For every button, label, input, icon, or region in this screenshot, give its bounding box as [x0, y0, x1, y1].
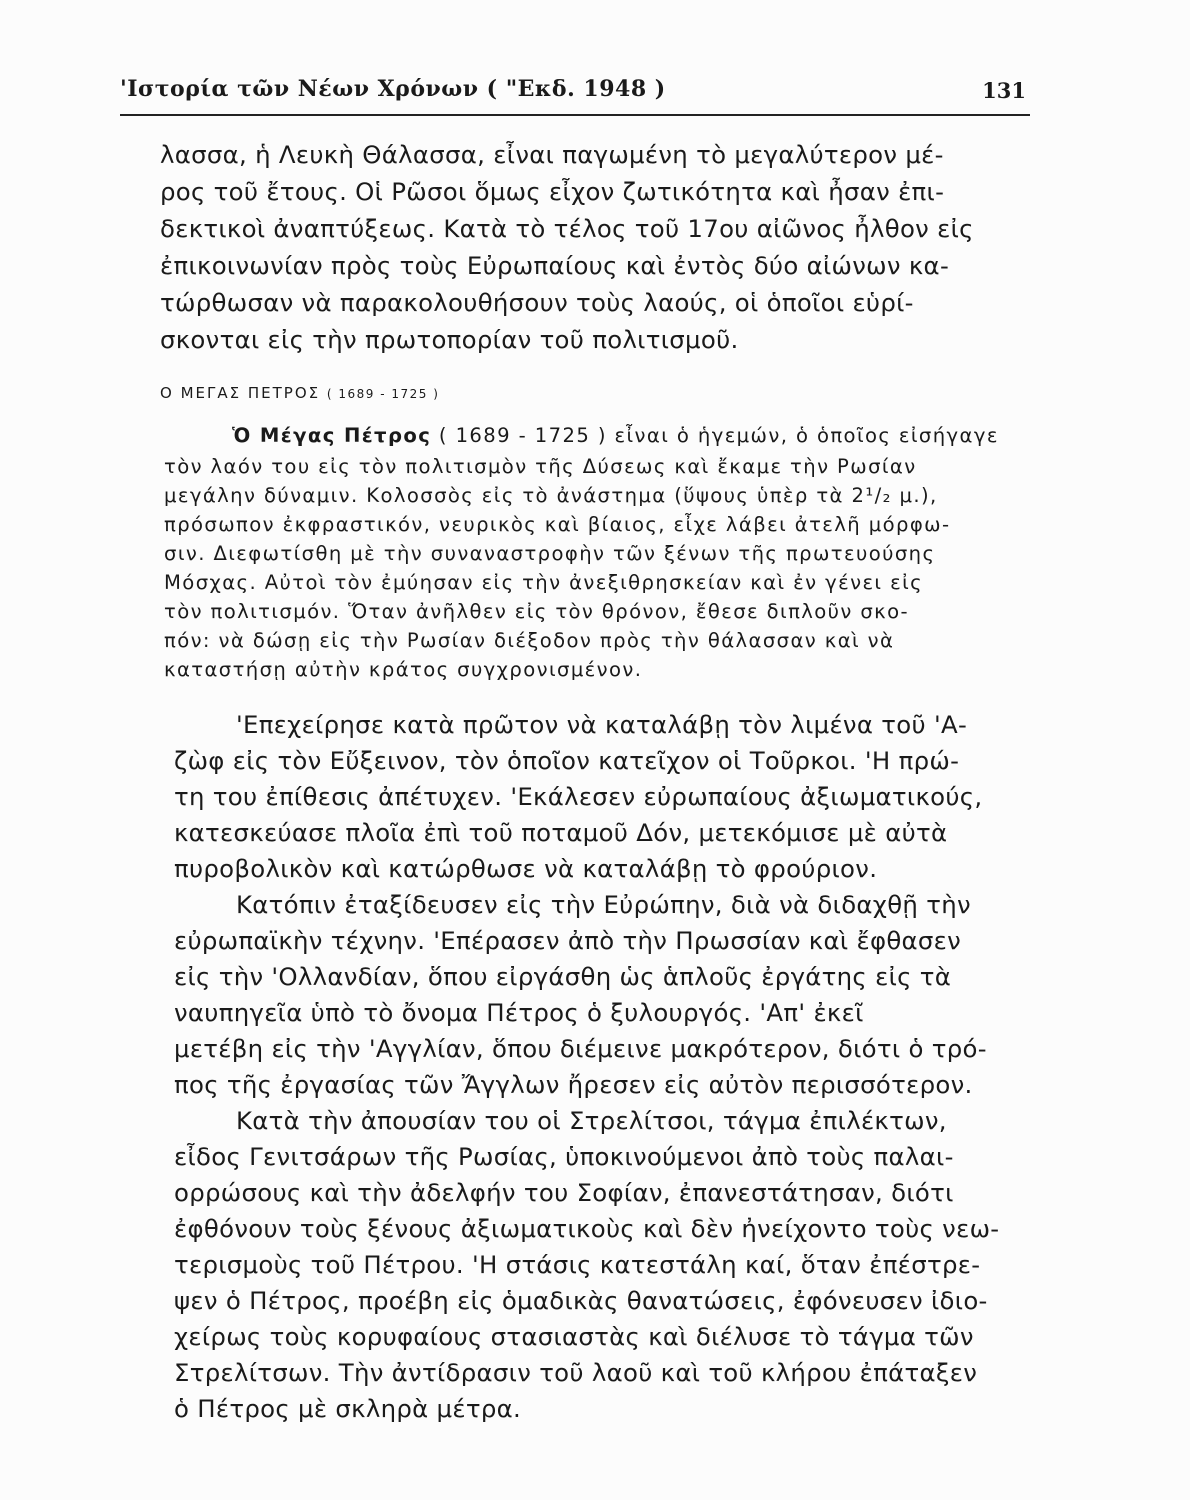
- text-line: λασσα, ἡ Λευκὴ Θάλασσα, εἶναι παγωμένη τὸ μεγαλύτερον μέ-: [160, 140, 944, 169]
- body-line: πος τῆς ἐργασίας τῶν Ἄγγλων ἤρεσεν εἰς αὐτὸν περισσότερον.: [174, 1070, 973, 1099]
- body-line: εἰς τὴν 'Ολλανδίαν, ὅπου εἰργάσθη ὡς ἁπλοῦς ἐργάτης εἰς τὰ: [174, 962, 952, 991]
- body-line: ψεν ὁ Πέτρος, προέβη εἰς ὁμαδικὰς θανατώσεις, ἐφόνευσεν ἰδιο-: [174, 1286, 988, 1315]
- summary-line: τὸν πολιτισμόν. Ὅταν ἀνῆλθεν εἰς τὸν θρόνον, ἔθεσε διπλοῦν σκο-: [164, 600, 909, 623]
- summary-first-rest: ( 1689 - 1725 ) εἶναι ὁ ἡγεμών, ὁ ὁποῖος εἰσήγαγε: [431, 424, 999, 447]
- text-line: ἐπικοινωνίαν πρὸς τοὺς Εὐρωπαίους καὶ ἐντὸς δύο αἰώνων κα-: [160, 251, 950, 280]
- body-line: κατεσκεύασε πλοῖα ἐπὶ τοῦ ποταμοῦ Δόν, μετεκόμισε μὲ αὐτὰ: [174, 818, 948, 847]
- body-line: τη του ἐπίθεσις ἀπέτυχεν. 'Εκάλεσεν εὐρωπαίους ἀξιωματικούς,: [174, 782, 983, 811]
- summary-line: Μόσχας. Αὐτοὶ τὸν ἐμύησαν εἰς τὴν ἀνεξιθρησκείαν καὶ ἐν γένει εἰς: [164, 571, 924, 594]
- text-line: σκονται εἰς τὴν πρωτοπορίαν τοῦ πολιτισμοῦ.: [160, 325, 739, 354]
- header-title: 'Ιστορία τῶν Νέων Χρόνων ( "Εκδ. 1948 ): [120, 76, 666, 102]
- section-heading: [160, 384, 439, 402]
- body-line: ἐφθόνουν τοὺς ξένους ἀξιωματικοὺς καὶ δὲν ἠνείχοντο τοὺς νεω-: [174, 1214, 1000, 1243]
- summary-name: Ὁ Μέγας Πέτρος: [232, 424, 432, 447]
- summary-line: μεγάλην δύναμιν. Κολοσσὸς εἰς τὸ ἀνάστημα (ὕψους ὑπὲρ τὰ 2¹/₂ μ.),: [164, 484, 938, 507]
- body-line: μετέβη εἰς τὴν 'Αγγλίαν, ὅπου διέμεινε μακρότερον, διότι ὁ τρό-: [174, 1034, 987, 1063]
- text-line: τώρθωσαν νὰ παρακολουθήσουν τοὺς λαούς, οἱ ὁποῖοι εὑρί-: [160, 288, 914, 317]
- body-line: Κατὰ τὴν ἀπουσίαν του οἱ Στρελίτσοι, τάγμα ἐπιλέκτων,: [236, 1106, 947, 1135]
- section-heading-title: Ο ΜΕΓΑΣ ΠΕΤΡΟΣ: [160, 384, 321, 402]
- body-line: ζὼφ εἰς τὸν Εὔξεινον, τὸν ὁποῖον κατεῖχον οἱ Τοῦρκοι. 'Η πρώ-: [174, 746, 960, 775]
- summary-line: σιν. Διεφωτίσθη μὲ τὴν συναναστροφὴν τῶν ξένων τῆς πρωτευούσης: [164, 542, 936, 565]
- body-line: Κατόπιν ἐταξίδευσεν εἰς τὴν Εὐρώπην, διὰ νὰ διδαχθῇ τὴν: [236, 890, 971, 919]
- summary-line: πόν: νὰ δώσῃ εἰς τὴν Ρωσίαν διέξοδον πρὸς τὴν θάλασσαν καὶ νὰ: [164, 629, 895, 652]
- section-heading-years: ( 1689 - 1725 ): [326, 387, 440, 401]
- running-header: [120, 74, 1030, 116]
- text-line: ρος τοῦ ἔτους. Οἱ Ρῶσοι ὅμως εἶχον ζωτικότητα καὶ ἦσαν ἐπι-: [160, 177, 945, 206]
- body-line: εἶδος Γενιτσάρων τῆς Ρωσίας, ὑποκινούμενοι ἀπὸ τοὺς παλαι-: [174, 1142, 954, 1171]
- summary-line: καταστήσῃ αὐτὴν κράτος συγχρονισμένον.: [164, 658, 643, 681]
- summary-line: τὸν λαόν του εἰς τὸν πολιτισμὸν τῆς Δύσεως καὶ ἔκαμε τὴν Ρωσίαν: [164, 455, 917, 478]
- body-line: 'Επεχείρησε κατὰ πρῶτον νὰ καταλάβῃ τὸν λιμένα τοῦ 'Α-: [236, 710, 968, 739]
- body-line: εὐρωπαϊκὴν τέχνην. 'Επέρασεν ἀπὸ τὴν Πρωσσίαν καὶ ἔφθασεν: [174, 926, 962, 955]
- body-line: πυροβολικὸν καὶ κατώρθωσε νὰ καταλάβῃ τὸ φρούριον.: [174, 854, 878, 883]
- body-line: Στρελίτσων. Τὴν ἀντίδρασιν τοῦ λαοῦ καὶ τοῦ κλήρου ἐπάταξεν: [174, 1358, 978, 1387]
- body-line: τερισμοὺς τοῦ Πέτρου. 'Η στάσις κατεστάλη καί, ὅταν ἐπέστρε-: [174, 1250, 981, 1279]
- text-line: δεκτικοὶ ἀναπτύξεως. Κατὰ τὸ τέλος τοῦ 17ου αἰῶνος ἦλθον εἰς: [160, 214, 974, 243]
- page-number: 131: [982, 78, 1026, 103]
- body-line: χείρως τοὺς κορυφαίους στασιαστὰς καὶ διέλυσε τὸ τάγμα τῶν: [174, 1322, 974, 1351]
- body-line: ορρώσους καὶ τὴν ἀδελφήν του Σοφίαν, ἐπανεστάτησαν, διότι: [174, 1178, 954, 1207]
- summary-line: πρόσωπον ἐκφραστικόν, νευρικὸς καὶ βίαιος, εἶχε λάβει ἀτελῆ μόρφω-: [164, 513, 951, 536]
- summary-first-line: [232, 424, 999, 447]
- body-line: ναυπηγεῖα ὑπὸ τὸ ὄνομα Πέτρος ὁ ξυλουργός. 'Απ' ἐκεῖ: [174, 998, 864, 1027]
- body-line: ὁ Πέτρος μὲ σκληρὰ μέτρα.: [174, 1394, 522, 1423]
